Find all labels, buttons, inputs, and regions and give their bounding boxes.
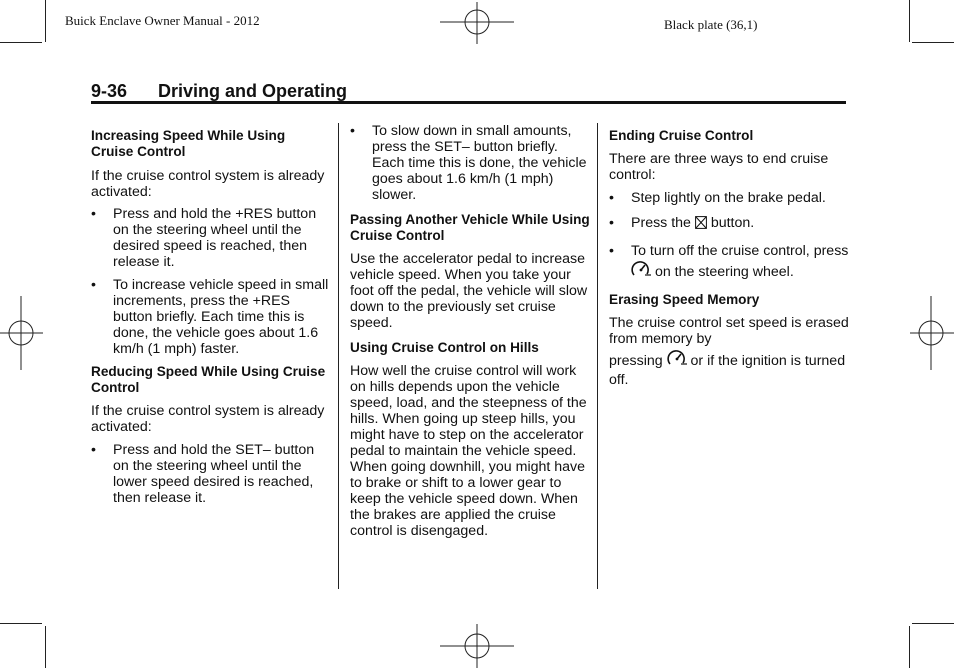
crop-mark [0,623,42,624]
paragraph-text: or if the ignition is turned off. [609,353,846,388]
bullet-glyph: • [91,206,96,222]
list-item-text: Press and hold the +RES button on the steering wheel until the desired speed is reached, then release it. [113,206,317,270]
crop-mark [909,626,910,668]
paragraph: If the cruise control system is already activated: [91,168,325,200]
list-item [91,442,331,506]
manual-title: Buick Enclave Owner Manual - 2012 [65,13,260,28]
column-1 [91,126,331,513]
list-item [609,242,849,284]
section-heading: Erasing Speed Memory [609,292,760,307]
bullet-glyph: • [609,215,614,231]
list-item-text: on the steering wheel. [651,264,794,280]
crop-mark [909,0,910,42]
list-item-text: Press the [631,215,695,231]
crop-mark [912,623,954,624]
list-item [609,190,849,206]
registration-mark-bottom [440,624,516,668]
section-heading: Reducing Speed While Using Cruise Control [91,364,326,395]
crop-mark [912,42,954,43]
list-item-text: button. [706,215,755,231]
section-heading: Passing Another Vehicle While Using Cruise Control [350,212,590,243]
column-2 [350,123,590,545]
section-heading: Using Cruise Control on Hills [350,340,539,355]
column-divider [597,123,598,589]
registration-mark-right [910,296,954,370]
crop-mark [0,42,42,43]
cruise-control-icon [631,261,651,284]
section-heading: Increasing Speed While Using Cruise Control [91,128,286,159]
paragraph: How well the cruise control will work on hills depends upon the vehicle speed, load, and the steepness of the hills. When going up steep hills, you might have to step on the accelerator pedal to maintain the vehicle speed. When going downhill, you might have to brake or shift to a lower gear to keep the vehicle speed down. When the brakes are applied the cruise control is disengaged. [350,363,587,539]
registration-mark-top [440,2,516,46]
list-item-text: Step lightly on the brake pedal. [631,190,826,206]
bullet-glyph: • [350,123,355,139]
list-item-text: To increase vehicle speed in small increments, press the +RES button briefly. Each time this is done, the vehicle goes about 1.6 km/h (1 mph) faster. [113,277,329,357]
page-number: 9-36 [91,81,128,101]
list-item [350,123,590,203]
column-3 [609,126,849,395]
paragraph-text: pressing [609,353,667,369]
plate-label: Black plate (36,1) [664,17,758,32]
list-item-text: To slow down in small amounts, press the SET– button briefly. Each time this is done, the vehicle goes about 1.6 km/h (1 mph) slower. [372,123,587,203]
paragraph: There are three ways to end cruise control: [609,151,829,183]
crop-mark [45,0,46,42]
section-heading: Ending Cruise Control [609,128,754,143]
crop-mark [45,626,46,668]
registration-mark-left [0,296,44,370]
header-rule [91,101,846,104]
paragraph [609,350,849,389]
list-item [609,215,849,233]
paragraph: The cruise control set speed is erased from memory by [609,315,849,347]
paragraph: If the cruise control system is already activated: [91,403,325,435]
list-item-text: To turn off the cruise control, press [631,243,849,259]
bullet-glyph: • [91,277,96,293]
page-header [91,81,347,102]
list-item [91,206,331,270]
list-item [91,277,331,357]
column-divider [338,123,339,589]
bullet-glyph: • [609,190,614,206]
paragraph: Use the accelerator pedal to increase vehicle speed. When you take your foot off the pedal, the vehicle will slow down to the previously set cruise speed. [350,251,588,331]
bullet-glyph: • [609,243,614,259]
section-title: Driving and Operating [158,81,348,101]
list-item-text: Press and hold the SET– button on the steering wheel until the lower speed desired is reached, then release it. [113,442,315,506]
bullet-glyph: • [91,442,96,458]
cancel-x-icon [695,216,707,233]
cruise-control-icon [667,350,687,372]
